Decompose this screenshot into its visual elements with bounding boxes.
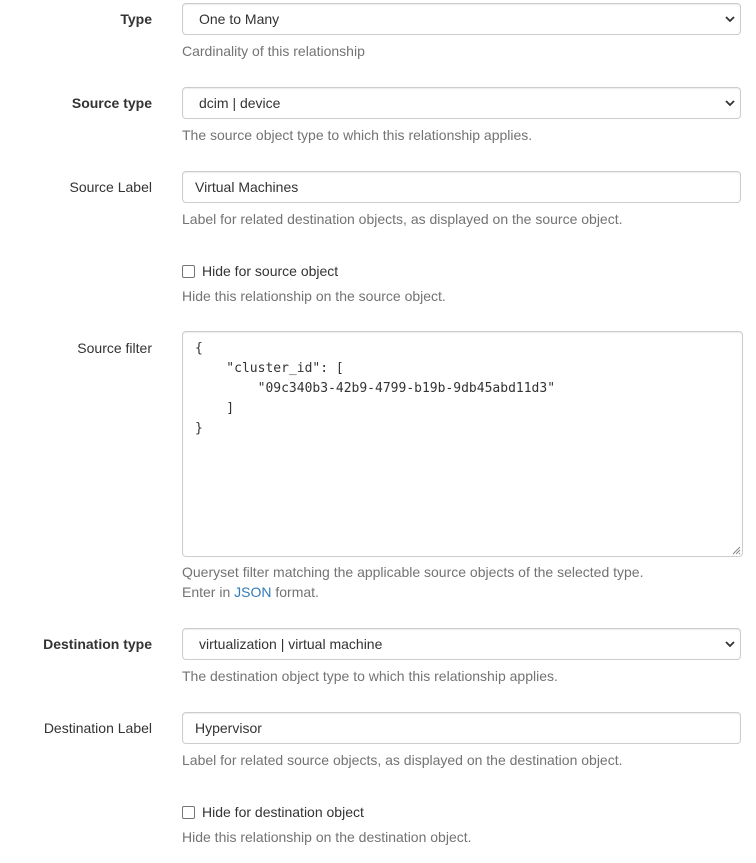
source-type-help: The source object type to which this relationship applies.	[182, 127, 533, 143]
hide-destination-label[interactable]: Hide for destination object	[202, 804, 364, 820]
chevron-down-icon	[724, 638, 736, 650]
type-select[interactable]	[182, 3, 741, 35]
destination-label-input[interactable]	[182, 712, 741, 744]
source-type-label: Source type	[71, 95, 152, 111]
type-value: One to Many	[199, 11, 280, 27]
destination-type-label: Destination type	[43, 636, 152, 652]
chevron-down-icon	[724, 97, 736, 109]
source-filter-help: Queryset filter matching the applicable source objects of the selected type.	[182, 564, 644, 580]
destination-type-help: The destination object type to which this relationship applies.	[182, 668, 558, 684]
destination-type-value: virtualization | virtual machine	[199, 636, 383, 652]
hide-source-checkbox[interactable]	[182, 265, 195, 278]
source-label-help: Label for related destination objects, as displayed on the source object.	[182, 211, 623, 227]
source-type-value: dcim | device	[199, 95, 281, 111]
destination-label-value: Hypervisor	[195, 720, 262, 736]
source-type-select[interactable]	[182, 87, 741, 119]
type-help: Cardinality of this relationship	[182, 43, 365, 59]
hide-destination-checkbox[interactable]	[182, 806, 195, 819]
source-label-label: Source Label	[69, 179, 152, 195]
json-link[interactable]: JSON	[234, 584, 272, 600]
help-suffix: format.	[275, 584, 319, 600]
source-filter-textarea[interactable]	[182, 331, 743, 557]
destination-label-label: Destination Label	[43, 720, 152, 736]
source-label-input[interactable]	[182, 171, 741, 203]
source-filter-label: Source filter	[77, 340, 152, 356]
destination-label-help: Label for related source objects, as displayed on the destination object.	[182, 752, 623, 768]
hide-source-label[interactable]: Hide for source object	[202, 263, 339, 279]
hide-destination-help: Hide this relationship on the destination object.	[182, 829, 472, 845]
chevron-down-icon	[724, 13, 736, 25]
source-label-value: Virtual Machines	[195, 179, 299, 195]
help-prefix: Enter in	[182, 584, 231, 600]
type-label: Type	[120, 11, 152, 27]
source-filter-value: { "cluster_id": [ "09c340b3-42b9-4799-b19b-9db45abd11d3" ] }	[195, 341, 556, 436]
source-filter-help-format	[182, 584, 319, 600]
hide-source-help: Hide this relationship on the source object.	[182, 288, 446, 304]
resize-handle-icon[interactable]	[731, 545, 741, 555]
destination-type-select[interactable]	[182, 628, 741, 660]
